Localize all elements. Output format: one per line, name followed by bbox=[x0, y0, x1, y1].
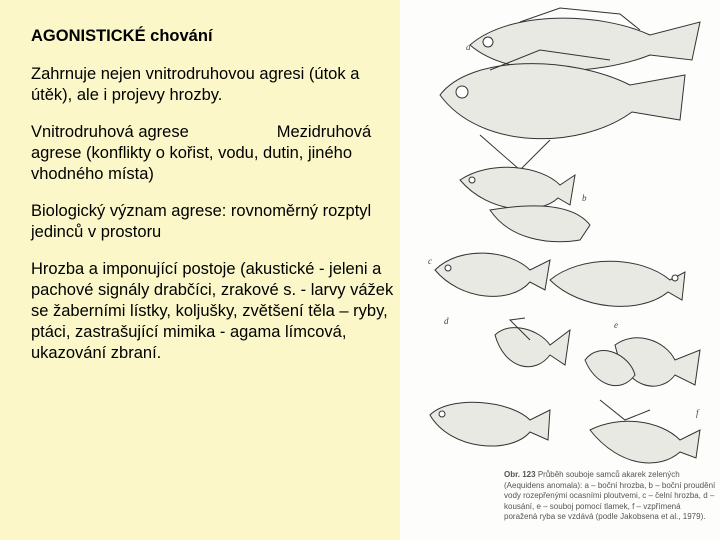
fish-drawing-a-upper bbox=[470, 8, 700, 71]
fish-drawing-d bbox=[495, 318, 570, 367]
fish-drawing-a-lower bbox=[440, 50, 685, 170]
fish-drawing-f bbox=[430, 402, 700, 463]
figure-caption-lead: Obr. 123 bbox=[504, 470, 536, 479]
fish-drawing-e bbox=[585, 338, 700, 420]
figure-label-b: b bbox=[582, 193, 587, 203]
figure-label-c: c bbox=[428, 256, 432, 266]
paragraph-definition: Zahrnuje nejen vnitrodruhovou agresi (útok a útěk), ale i projevy hrozby. bbox=[31, 65, 360, 104]
figure-label-a: a bbox=[466, 42, 471, 52]
figure-label-f: f bbox=[696, 408, 699, 418]
figure-label-d: d bbox=[444, 316, 449, 326]
slide-text bbox=[31, 26, 401, 380]
fish-drawings bbox=[400, 0, 720, 540]
intraspecific-label: Vnitrodruhová agrese bbox=[31, 123, 189, 141]
figure-label-e: e bbox=[614, 320, 618, 330]
fish-combat-illustration bbox=[400, 0, 720, 540]
paragraph-agression-types bbox=[31, 122, 401, 185]
fish-drawing-c bbox=[435, 253, 685, 306]
figure-caption-text: Průběh souboje samců akarek zelených (Aequidens anomala): a – boční hrozba, b – boční proudění vody rozepřenými ocasními ploutvemi, c – čelní hrozba, d – kousání, e – souboj pomocí tlamek, f – vzpřímená poražená ryba se vzdává (podle Jakobsena et al., 1979). bbox=[504, 470, 716, 521]
paragraph-threat-displays: Hrozba a imponující postoje (akustické - jeleni a pachové signály drabčíci, zrakové s. - larvy vážek se žaberními lístky, koljušky, zvětšení těla – ryby, ptáci, zastrašující mimika - agama límcová, ukazování zbraní. bbox=[31, 260, 394, 362]
interspecific-text: Mezidruhová agrese (konflikty o kořist, vodu, dutin, jiného vhodného místa) bbox=[31, 123, 372, 183]
figure-caption bbox=[504, 470, 716, 523]
paragraph-biological-meaning: Biologický význam agrese: rovnoměrný rozptyl jedinců v prostoru bbox=[31, 202, 372, 241]
slide-title: AGONISTICKÉ chování bbox=[31, 27, 213, 45]
fish-drawing-b bbox=[460, 167, 590, 241]
